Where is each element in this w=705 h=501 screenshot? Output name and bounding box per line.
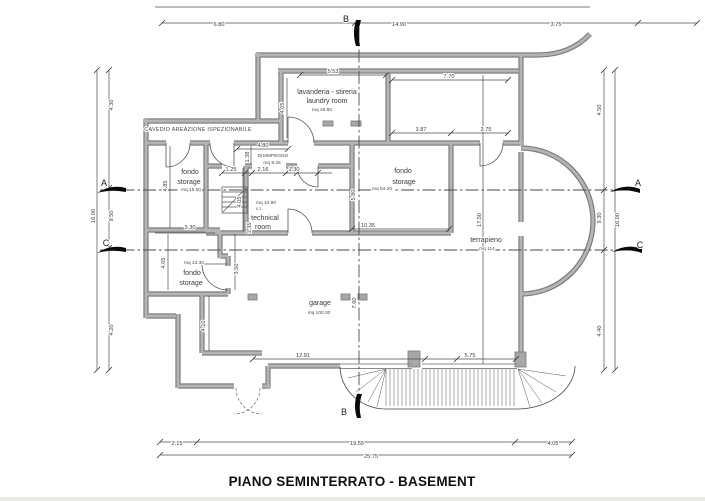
page-title: PIANO SEMINTERRATO - BASEMENT [228,474,476,489]
section-letter-b-bottom: B [340,407,347,417]
dim-door-a: 1.25 [225,167,237,173]
scan-edge-artifact [0,497,705,501]
dim-bottom-2: 19.55 [350,441,364,447]
wall-piers [248,121,526,367]
section-letter-a-right: A [634,178,642,188]
wall-edges [144,34,593,388]
dim-door-c: 1.30 [288,167,300,173]
double-door-dashed-arcs [234,388,262,414]
room-area-technical: mq 10.90 [255,201,277,206]
dim-span-tall: 17.50 [477,213,483,227]
dim-garage-w: 12.91 [296,353,310,359]
room-label-storage-south-1: fondo [183,270,201,277]
room-label-garage: garage [309,300,331,307]
room-label-laundry-en: laundry room [306,98,348,105]
section-letter-b-top: B [342,14,349,24]
room-label-technical-2: room [255,224,271,231]
room-label-laundry-it: lavanderia - stireria [297,89,357,96]
room-label-technical-abbr: c.t. [255,207,263,212]
dim-bottom-3: 4.05 [547,441,559,447]
dim-hall-height: 1.38 [245,151,251,163]
room-area-storage-south: mq 13.30 [183,261,205,266]
room-area-terrapieno: mq 114 [479,247,495,252]
dim-mid-a: 3.87 [415,127,427,133]
dim-left-3: 4.20 [109,324,115,336]
dim-bottom-total: 25.75 [364,454,378,460]
room-label-storage-east-1: fondo [394,168,412,175]
dim-storage-south-w: 3.30 [184,225,196,231]
room-area-hall: mq 9.25 [263,161,281,166]
room-label-terrapieno: terrapieno [470,237,502,244]
dim-top-1: 6.80 [213,22,225,28]
dim-storage-south-h1: 4.05 [161,257,167,269]
dim-left-total: 16.00 [91,209,97,223]
dim-door-b: 2.16 [257,167,269,173]
section-letter-c-right: C [636,240,644,250]
dim-laundry-width: 5.53 [327,69,339,75]
dim-step-v: 4.10 [201,320,207,332]
section-cut-lines [100,28,638,408]
cavedio-note: CAVEDIO AREAZIONE ISPEZIONABILE [144,127,252,133]
dim-left-2: 9.50 [109,210,115,222]
room-area-garage: mq 100.30 [307,311,331,316]
dim-right-1: 4.50 [597,104,603,116]
dim-left-1: 4.30 [109,99,115,111]
dim-storage-east-h: 5.80 [351,189,357,201]
dim-tech-height: 4.05 [237,196,243,208]
room-area-laundry: mq 26.80 [311,108,333,113]
room-label-storage-west-1: fondo [181,169,199,176]
section-letter-c-left: C [102,238,110,248]
dim-right-2: 9.30 [597,212,603,224]
ramp [340,366,575,409]
dim-laundry-height: 4.05 [280,102,286,114]
dim-top-3: 3.75 [550,22,562,28]
dim-mid-b: 3.75 [480,127,492,133]
dim-storage-west-h: 4.85 [163,180,169,192]
dim-storage-south-h2: 3.50 [234,263,240,275]
dim-upper-right: 7.70 [443,74,455,80]
garage-door-lines [340,364,517,369]
dim-span-mid: 10.35 [361,223,375,229]
room-label-technical-1: technical [251,215,279,222]
dim-ramp-w: 5.75 [464,353,476,359]
dimension-ticks [94,20,700,458]
dim-garage-v: 7.60 [352,297,358,309]
room-label-storage-south-2: storage [179,280,203,287]
wall-cores [144,34,593,388]
dim-hall-width: 4.80 [257,143,269,149]
room-area-storage-east: mq 54.20 [371,187,393,192]
room-label-storage-west-2: storage [177,179,201,186]
dim-top-2: 14.90 [392,22,406,28]
room-label-storage-east-2: storage [392,179,416,186]
section-letter-a-left: A [100,178,108,188]
dim-bottom-1: 2.15 [171,441,183,447]
room-label-hall: DISIMPEGNO [257,154,289,159]
dim-right-total: 16.00 [615,213,621,227]
dim-right-3: 4.40 [597,325,603,337]
dim-tech-width: 1.35 [247,222,253,234]
room-area-storage-west: mq 15.50 [180,188,202,193]
